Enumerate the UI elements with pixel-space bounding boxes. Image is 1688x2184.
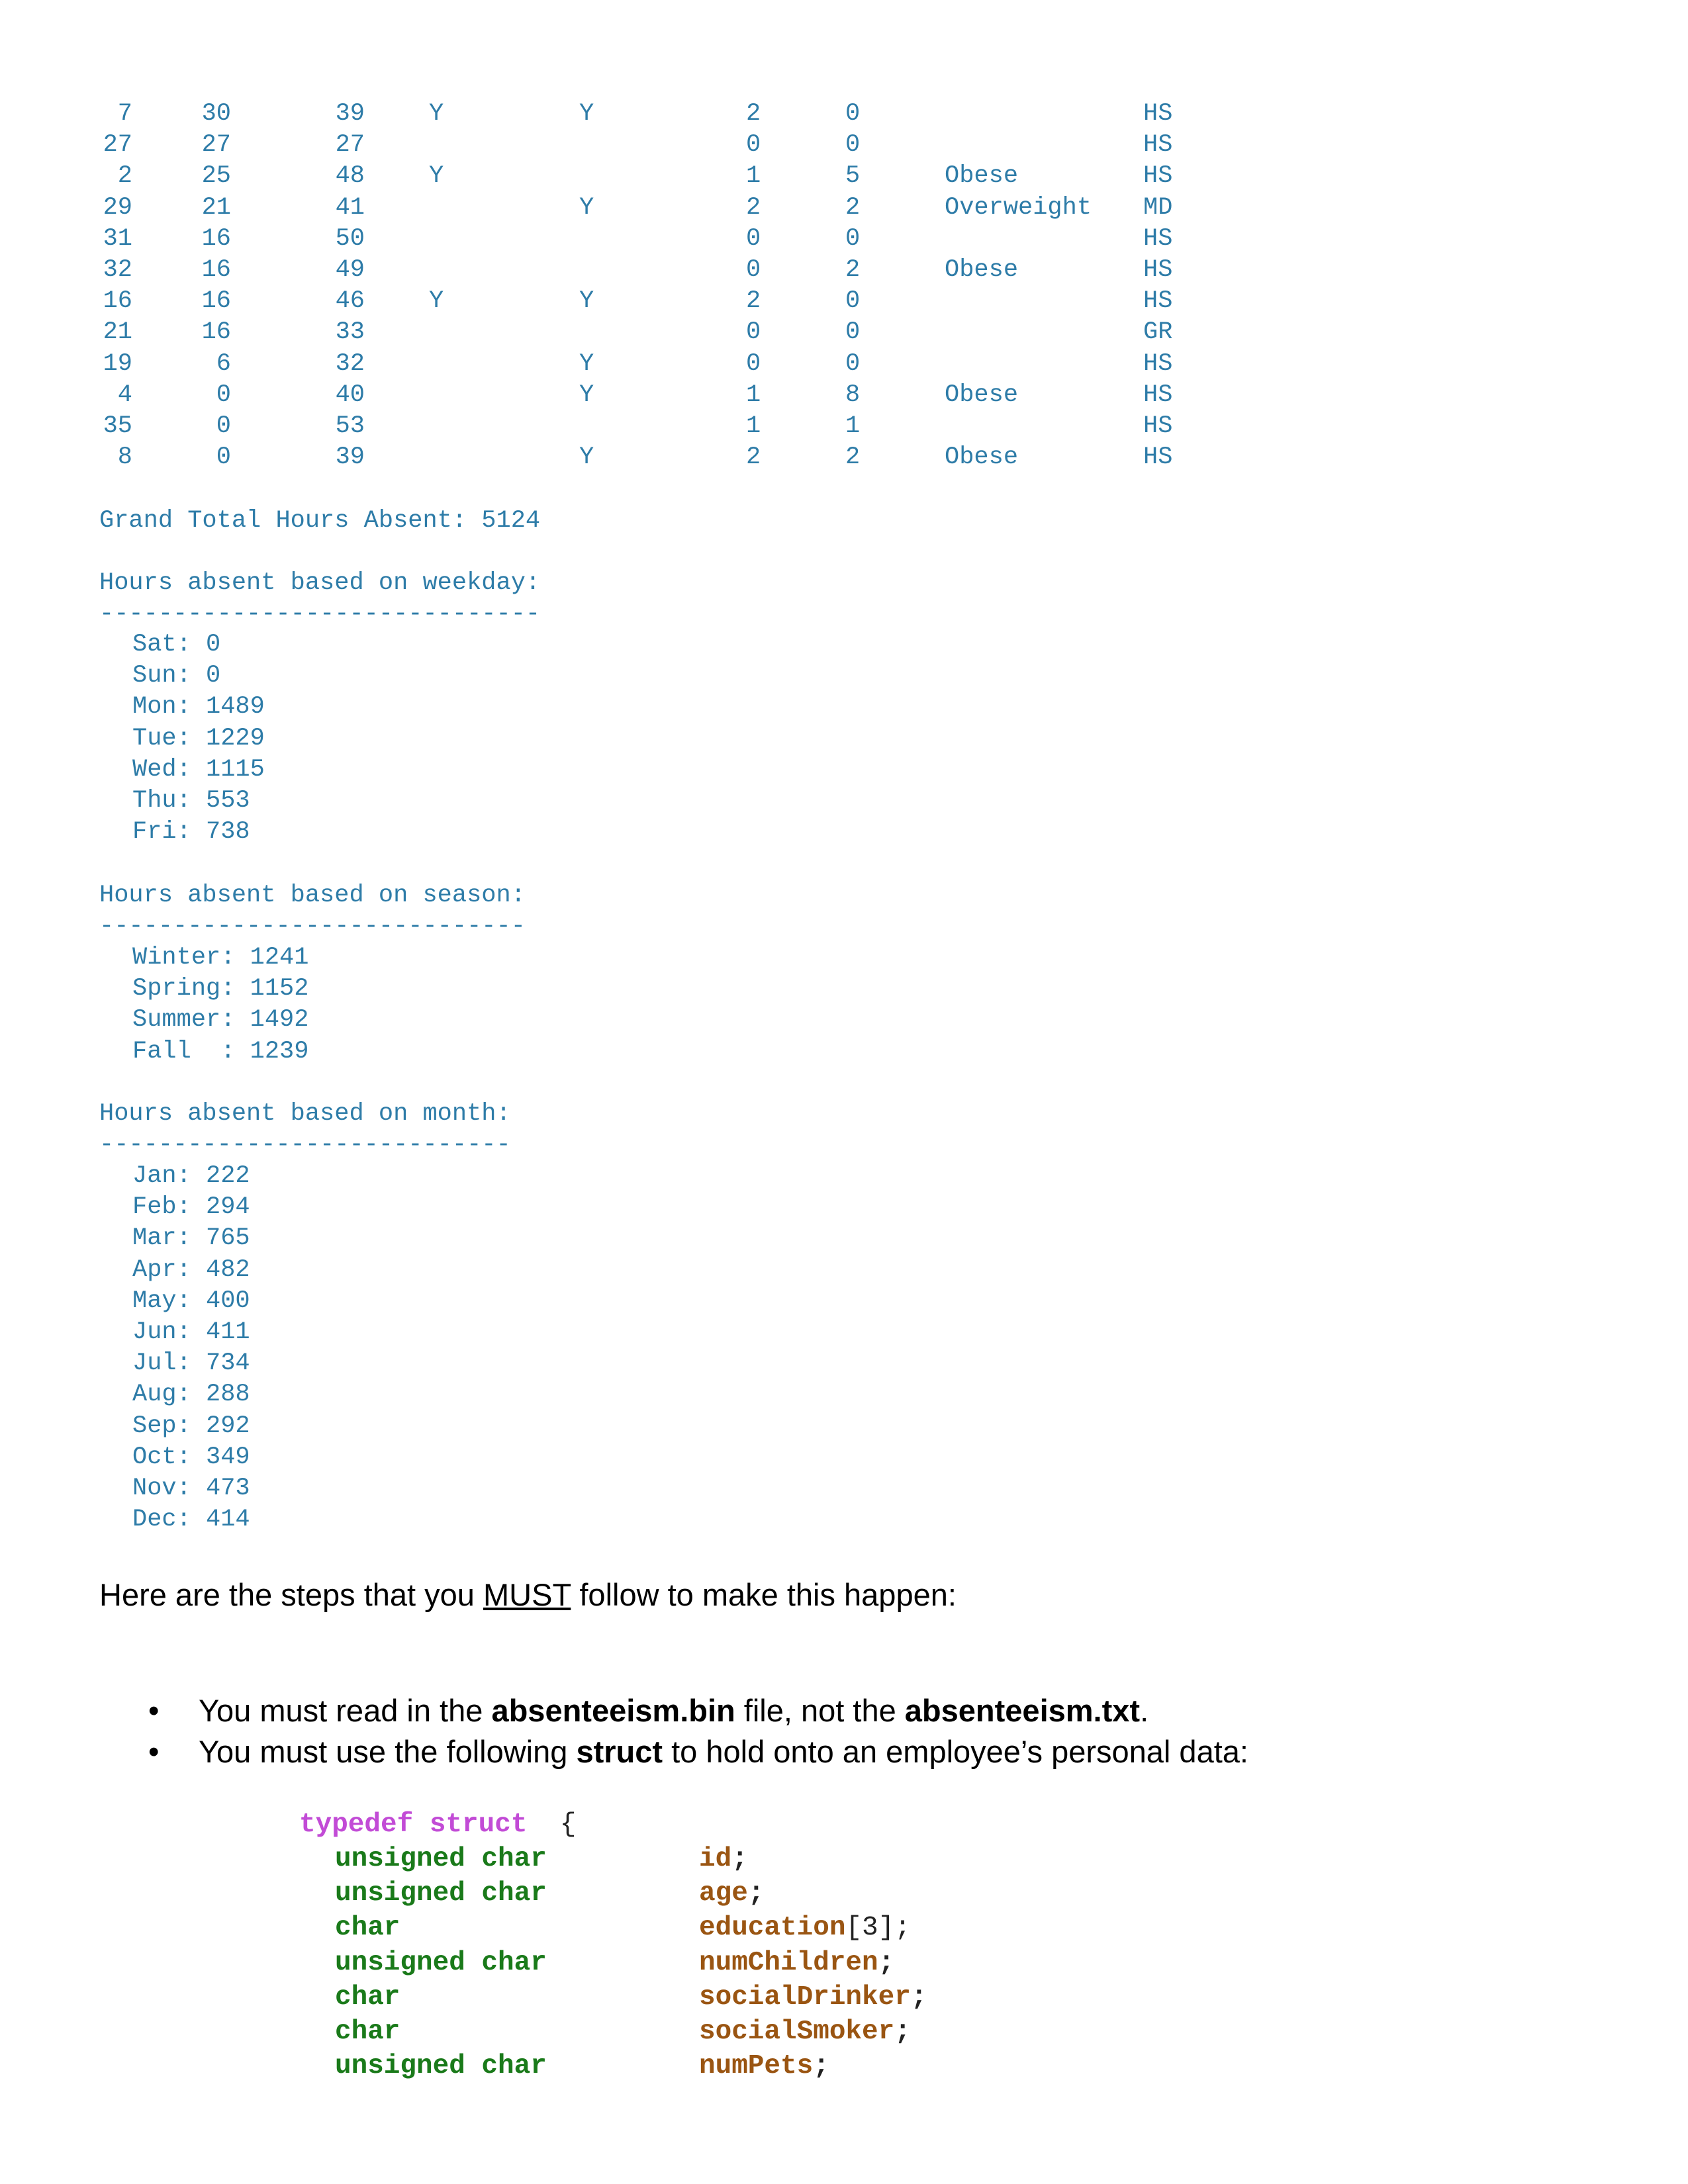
col-age: 50 (335, 224, 365, 253)
col-smoker: Y (579, 193, 594, 222)
col-pets: 0 (845, 131, 861, 159)
col-education: HS (1143, 256, 1173, 284)
col-hours: 30 (201, 100, 231, 128)
code-field-suffix: ; (747, 1878, 765, 1909)
table-row (0, 349, 1688, 380)
col-hours: 21 (201, 193, 231, 222)
list-item: Summer: 1492 (132, 1006, 309, 1034)
list-item: Feb: 294 (132, 1193, 250, 1222)
col-drinker: Y (429, 100, 444, 128)
code-field-suffix: ; (910, 1981, 927, 2013)
bullet-1 (199, 1691, 1149, 1731)
col-hours: 0 (216, 381, 231, 409)
table-row (0, 442, 1688, 473)
season-heading: Hours absent based on season: (99, 882, 526, 909)
col-age: 39 (335, 100, 365, 128)
col-children: 2 (746, 193, 761, 222)
col-education: HS (1143, 412, 1173, 440)
list-item: Winter: 1241 (132, 944, 309, 972)
code-field-name (699, 1946, 894, 1980)
code-field-name (699, 1980, 927, 2015)
col-age: 27 (335, 131, 365, 159)
code-struct: struct (429, 1809, 528, 1840)
list-item: Jun: 411 (132, 1318, 250, 1346)
code-field-identifier: numChildren (699, 1947, 878, 1978)
col-id: 31 (103, 224, 132, 253)
col-education: HS (1143, 100, 1173, 128)
col-smoker: Y (579, 100, 594, 128)
code-field-name (699, 2049, 829, 2083)
code-field-line (335, 1911, 911, 1945)
col-hours: 16 (201, 256, 231, 284)
steps-before: Here are the steps that you (99, 1577, 483, 1612)
code-field-line (335, 2049, 829, 2083)
col-children: 0 (746, 256, 761, 284)
code-field-type: char (335, 1981, 400, 2013)
col-drinker: Y (429, 162, 444, 191)
bullet-1-text-e: . (1140, 1693, 1149, 1728)
bullet-1-txt-file: absenteeism.txt (904, 1693, 1141, 1728)
table-row (0, 161, 1688, 192)
col-hours: 16 (201, 318, 231, 347)
col-pets: 2 (845, 193, 861, 222)
code-field-line (335, 1946, 895, 1980)
bullet-2-text-c: to hold onto an employee’s personal data: (663, 1734, 1248, 1769)
col-age: 49 (335, 256, 365, 284)
col-education: HS (1143, 287, 1173, 316)
col-smoker: Y (579, 381, 594, 409)
season-rule: ----------------------------- (99, 913, 526, 940)
list-item: Mon: 1489 (132, 693, 265, 721)
col-age: 32 (335, 349, 365, 378)
bullet-dot-2: • (148, 1734, 160, 1769)
list-item: Sat: 0 (132, 631, 221, 659)
col-drinker: Y (429, 287, 444, 316)
col-children: 1 (746, 381, 761, 409)
col-education: HS (1143, 162, 1173, 191)
col-children: 1 (746, 162, 761, 191)
list-item: Tue: 1229 (132, 724, 265, 752)
steps-after: follow to make this happen: (571, 1577, 957, 1612)
col-education: HS (1143, 381, 1173, 409)
bullet-2-struct: struct (576, 1734, 663, 1769)
code-brace: { (559, 1809, 577, 1840)
col-hours: 6 (216, 349, 231, 378)
list-item: Mar: 765 (132, 1224, 250, 1253)
col-id: 21 (103, 318, 132, 347)
code-field-suffix: ; (894, 2017, 911, 2047)
col-children: 2 (746, 100, 761, 128)
col-pets: 0 (845, 100, 861, 128)
col-education: MD (1143, 193, 1173, 222)
table-row (0, 130, 1688, 161)
list-item: Apr: 482 (132, 1255, 250, 1284)
bullet-dot-1: • (148, 1693, 160, 1728)
code-field-type: unsigned char (335, 1878, 547, 1909)
col-children: 0 (746, 318, 761, 347)
bullet-1-text-a: You must read in the (199, 1693, 492, 1728)
col-weight: Obese (945, 162, 1019, 191)
bullet-2 (199, 1732, 1248, 1772)
col-pets: 5 (845, 162, 861, 191)
col-age: 41 (335, 193, 365, 222)
steps-paragraph (99, 1575, 957, 1615)
list-item: Thu: 553 (132, 787, 250, 815)
col-age: 33 (335, 318, 365, 347)
table-row (0, 317, 1688, 348)
col-pets: 0 (845, 349, 861, 378)
col-pets: 2 (845, 443, 861, 472)
code-field-line (335, 1980, 927, 2015)
list-item: Sun: 0 (132, 662, 221, 690)
list-item: May: 400 (132, 1287, 250, 1315)
list-item: Nov: 473 (132, 1475, 250, 1502)
code-field-name (699, 1842, 748, 1876)
code-field-identifier: id (699, 1844, 732, 1874)
code-field-name (699, 1911, 911, 1945)
col-education: GR (1143, 318, 1173, 347)
table-row (0, 380, 1688, 411)
col-age: 46 (335, 287, 365, 316)
col-id: 8 (117, 443, 132, 472)
table-row (0, 286, 1688, 317)
bullet-2-text-a: You must use the following (199, 1734, 577, 1769)
col-id: 29 (103, 193, 132, 222)
col-children: 1 (746, 412, 761, 440)
weekday-heading: Hours absent based on weekday: (99, 569, 541, 597)
col-id: 7 (117, 100, 132, 128)
col-smoker: Y (579, 287, 594, 316)
col-pets: 0 (845, 224, 861, 253)
weekday-rule: ------------------------------ (99, 600, 541, 628)
bullet-1-bin-file: absenteeism.bin (491, 1693, 735, 1728)
col-hours: 0 (216, 412, 231, 440)
code-field-identifier: socialSmoker (699, 2017, 895, 2047)
code-field-identifier: numPets (699, 2051, 814, 2082)
code-field-type: unsigned char (335, 1844, 547, 1874)
col-pets: 8 (845, 381, 861, 409)
col-children: 2 (746, 287, 761, 316)
col-age: 40 (335, 381, 365, 409)
col-weight: Obese (945, 256, 1019, 284)
col-education: HS (1143, 443, 1173, 472)
code-field-line (335, 1876, 765, 1911)
code-field-suffix: ; (878, 1947, 895, 1978)
code-field-name (699, 2015, 911, 2049)
steps-must: MUST (483, 1577, 571, 1612)
list-item: Jan: 222 (132, 1162, 250, 1190)
code-field-line (335, 1842, 748, 1876)
bullet-1-text-c: file, not the (735, 1693, 905, 1728)
list-item: Aug: 288 (132, 1381, 250, 1409)
col-hours: 27 (201, 131, 231, 159)
col-smoker: Y (579, 349, 594, 378)
list-item: Spring: 1152 (132, 975, 309, 1003)
col-id: 35 (103, 412, 132, 440)
col-weight: Obese (945, 381, 1019, 409)
col-pets: 0 (845, 318, 861, 347)
list-item: Oct: 349 (132, 1443, 250, 1471)
col-id: 16 (103, 287, 132, 316)
col-children: 2 (746, 443, 761, 472)
table-row (0, 193, 1688, 224)
col-hours: 16 (201, 224, 231, 253)
col-pets: 1 (845, 412, 861, 440)
list-item: Fri: 738 (132, 818, 250, 846)
code-field-type: unsigned char (335, 1947, 547, 1978)
col-children: 0 (746, 131, 761, 159)
grand-total: Grand Total Hours Absent: 5124 (99, 507, 541, 535)
col-hours: 16 (201, 287, 231, 316)
code-field-type: unsigned char (335, 2051, 547, 2082)
code-typedef: typedef (299, 1809, 414, 1840)
code-field-type: char (335, 1913, 400, 1944)
col-pets: 0 (845, 287, 861, 316)
code-field-identifier: socialDrinker (699, 1981, 911, 2013)
col-pets: 2 (845, 256, 861, 284)
col-education: HS (1143, 131, 1173, 159)
code-typedef-line (299, 1807, 576, 1842)
table-row (0, 255, 1688, 286)
list-item: Jul: 734 (132, 1349, 250, 1378)
col-id: 19 (103, 349, 132, 378)
col-age: 53 (335, 412, 365, 440)
month-rule: ---------------------------- (99, 1131, 511, 1159)
list-item: Dec: 414 (132, 1506, 250, 1534)
col-smoker: Y (579, 443, 594, 472)
col-id: 2 (117, 162, 132, 191)
col-age: 48 (335, 162, 365, 191)
code-field-type: char (335, 2017, 400, 2047)
list-item: Sep: 292 (132, 1412, 250, 1440)
col-id: 27 (103, 131, 132, 159)
col-children: 0 (746, 224, 761, 253)
code-field-identifier: age (699, 1878, 748, 1909)
table-row (0, 411, 1688, 442)
code-field-suffix: ; (813, 2051, 829, 2082)
col-weight: Obese (945, 443, 1019, 472)
col-id: 4 (117, 381, 132, 409)
code-field-name (699, 1876, 764, 1911)
col-id: 32 (103, 256, 132, 284)
col-weight: Overweight (945, 193, 1092, 222)
code-field-identifier: education (699, 1913, 846, 1944)
code-field-suffix: ; (731, 1844, 748, 1874)
col-education: HS (1143, 349, 1173, 378)
col-age: 39 (335, 443, 365, 472)
list-item: Wed: 1115 (132, 755, 265, 784)
col-children: 0 (746, 349, 761, 378)
table-row (0, 99, 1688, 130)
col-hours: 25 (201, 162, 231, 191)
code-field-line (335, 2015, 911, 2049)
code-field-suffix: [3]; (845, 1913, 911, 1944)
list-item: Fall : 1239 (132, 1037, 309, 1066)
month-heading: Hours absent based on month: (99, 1100, 511, 1128)
col-education: HS (1143, 224, 1173, 253)
col-hours: 0 (216, 443, 231, 472)
table-row (0, 224, 1688, 255)
